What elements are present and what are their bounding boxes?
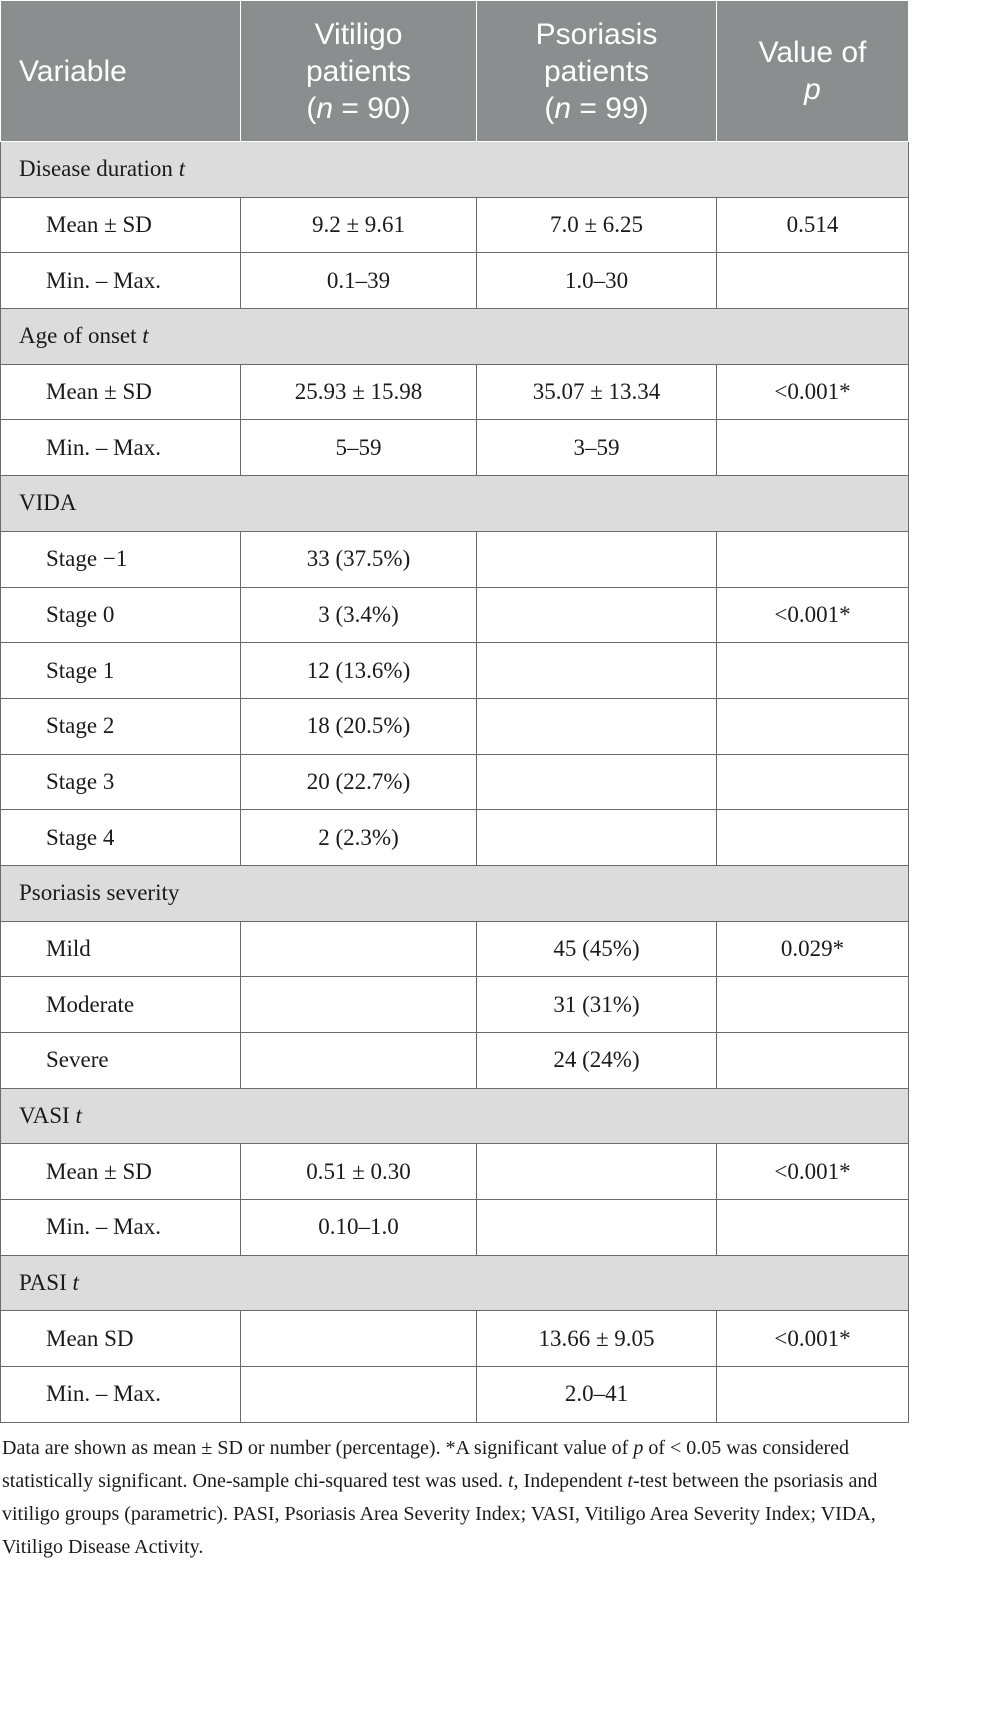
cell-vitiligo: 0.51 ± 0.30 (241, 1144, 477, 1200)
table-footnote: Data are shown as mean ± SD or number (percentage). *A significant value of p of < 0.05 was considered statistically significant. One-sample chi-squared test was used. t, Independent t-test between the psoriasis and vitiligo groups (parametric). PASI, Psoriasis Area Severity Index; VASI, Vitiligo Area Severity Index; VIDA, Vitiligo Disease Activity. (2, 1437, 878, 1558)
cell-p-value: <0.001* (717, 587, 909, 643)
cell-vitiligo: 33 (37.5%) (241, 531, 477, 587)
section-row (1, 142, 909, 198)
cell-p-value (717, 977, 909, 1033)
row-label: Mild (1, 921, 241, 977)
cell-vitiligo: 3 (3.4%) (241, 587, 477, 643)
table-row (1, 1033, 909, 1089)
cell-p-value (717, 1367, 909, 1423)
cell-psoriasis: 13.66 ± 9.05 (477, 1311, 717, 1367)
section-title: Psoriasis severity (1, 865, 909, 921)
table-row (1, 420, 909, 476)
row-label: Mean ± SD (1, 364, 241, 420)
cell-vitiligo: 2 (2.3%) (241, 810, 477, 866)
table-row (1, 1311, 909, 1367)
header-row (1, 1, 909, 142)
row-label: Min. – Max. (1, 420, 241, 476)
section-row (1, 476, 909, 532)
cell-vitiligo (241, 921, 477, 977)
cell-vitiligo: 20 (22.7%) (241, 754, 477, 810)
cell-vitiligo: 0.1–39 (241, 253, 477, 309)
row-label: Stage 0 (1, 587, 241, 643)
row-label: Stage −1 (1, 531, 241, 587)
table-row (1, 921, 909, 977)
cell-p-value: <0.001* (717, 1311, 909, 1367)
cell-psoriasis (477, 754, 717, 810)
cell-psoriasis: 7.0 ± 6.25 (477, 197, 717, 253)
section-title: VASI t (1, 1088, 909, 1144)
table-row (1, 364, 909, 420)
cell-vitiligo: 9.2 ± 9.61 (241, 197, 477, 253)
section-row (1, 309, 909, 365)
section-title: PASI t (1, 1255, 909, 1311)
cell-p-value: <0.001* (717, 1144, 909, 1200)
table-body (1, 142, 909, 1423)
row-label: Mean SD (1, 1311, 241, 1367)
cell-psoriasis: 1.0–30 (477, 253, 717, 309)
table-row (1, 643, 909, 699)
section-title: Disease duration t (1, 142, 909, 198)
cell-vitiligo (241, 977, 477, 1033)
table-row (1, 977, 909, 1033)
cell-p-value: 0.029* (717, 921, 909, 977)
cell-p-value (717, 810, 909, 866)
table-row (1, 1367, 909, 1423)
cell-p-value (717, 643, 909, 699)
cell-psoriasis: 45 (45%) (477, 921, 717, 977)
header-vitiligo: Vitiligo patients (n = 90) (241, 1, 477, 142)
row-label: Mean ± SD (1, 1144, 241, 1200)
table-row (1, 810, 909, 866)
cell-p-value (717, 420, 909, 476)
table-row (1, 1144, 909, 1200)
cell-vitiligo: 0.10–1.0 (241, 1200, 477, 1256)
row-label: Severe (1, 1033, 241, 1089)
cell-psoriasis (477, 1200, 717, 1256)
row-label: Mean ± SD (1, 197, 241, 253)
row-label: Min. – Max. (1, 1200, 241, 1256)
cell-psoriasis: 31 (31%) (477, 977, 717, 1033)
table-row (1, 531, 909, 587)
row-label: Moderate (1, 977, 241, 1033)
section-title: Age of onset t (1, 309, 909, 365)
cell-vitiligo (241, 1033, 477, 1089)
cell-psoriasis (477, 810, 717, 866)
section-row (1, 1255, 909, 1311)
cell-psoriasis (477, 531, 717, 587)
cell-psoriasis (477, 587, 717, 643)
cell-vitiligo (241, 1367, 477, 1423)
cell-psoriasis (477, 1144, 717, 1200)
cell-p-value (717, 253, 909, 309)
cell-p-value (717, 1033, 909, 1089)
header-variable: Variable (1, 1, 241, 142)
row-label: Stage 3 (1, 754, 241, 810)
cell-p-value: 0.514 (717, 197, 909, 253)
section-row (1, 1088, 909, 1144)
cell-psoriasis: 24 (24%) (477, 1033, 717, 1089)
cell-psoriasis (477, 643, 717, 699)
row-label: Stage 4 (1, 810, 241, 866)
cell-p-value (717, 531, 909, 587)
cell-vitiligo (241, 1311, 477, 1367)
cell-psoriasis: 3–59 (477, 420, 717, 476)
cell-vitiligo: 18 (20.5%) (241, 698, 477, 754)
row-label: Stage 1 (1, 643, 241, 699)
cell-psoriasis: 35.07 ± 13.34 (477, 364, 717, 420)
table-row (1, 1200, 909, 1256)
cell-vitiligo: 25.93 ± 15.98 (241, 364, 477, 420)
table-row (1, 253, 909, 309)
table-row (1, 587, 909, 643)
section-title: VIDA (1, 476, 909, 532)
table-row (1, 197, 909, 253)
row-label: Min. – Max. (1, 253, 241, 309)
table-header (1, 1, 909, 142)
header-p-value: Value of p (717, 1, 909, 142)
row-label: Min. – Max. (1, 1367, 241, 1423)
cell-p-value (717, 1200, 909, 1256)
cell-p-value (717, 698, 909, 754)
section-row (1, 865, 909, 921)
row-label: Stage 2 (1, 698, 241, 754)
cell-vitiligo: 5–59 (241, 420, 477, 476)
header-psoriasis: Psoriasis patients (n = 99) (477, 1, 717, 142)
cell-p-value (717, 754, 909, 810)
cell-vitiligo: 12 (13.6%) (241, 643, 477, 699)
cell-psoriasis (477, 698, 717, 754)
cell-p-value: <0.001* (717, 364, 909, 420)
table-row (1, 698, 909, 754)
cell-psoriasis: 2.0–41 (477, 1367, 717, 1423)
table-row (1, 754, 909, 810)
